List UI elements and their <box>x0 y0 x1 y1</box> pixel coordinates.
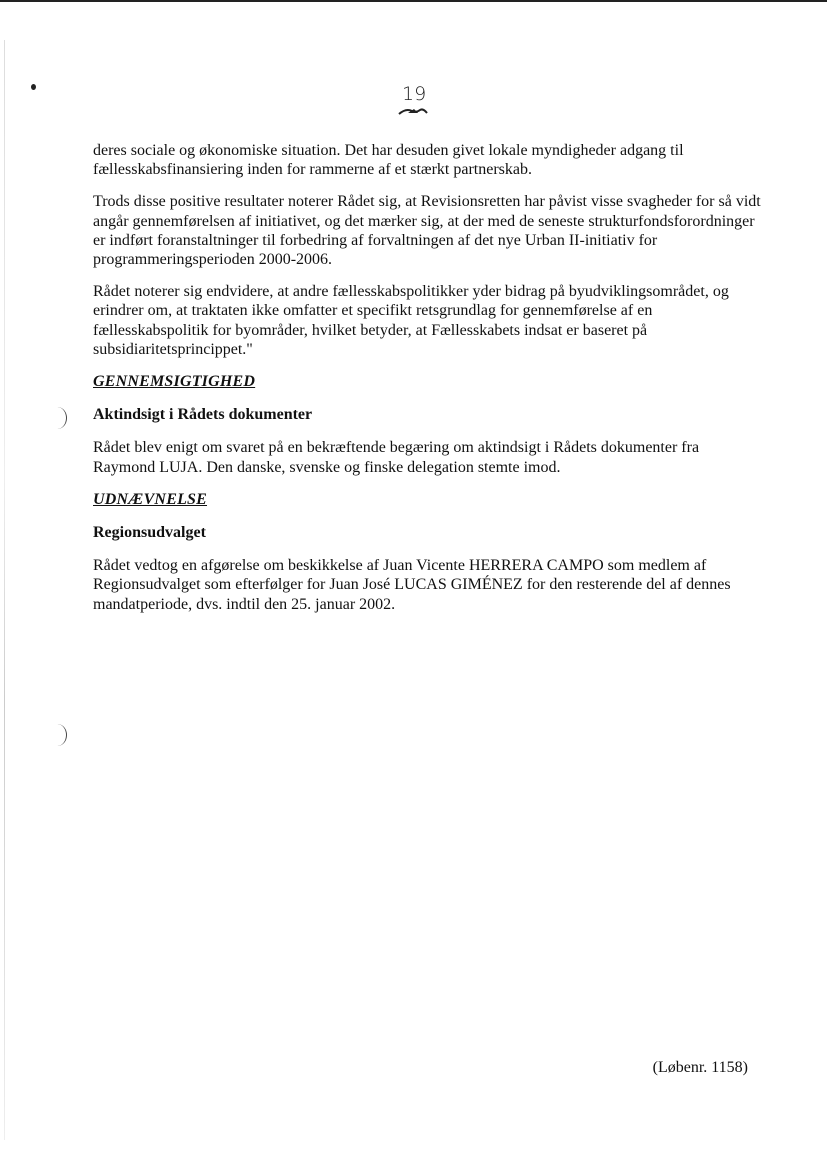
paragraph: Rådet vedtog en afgørelse om beskikkelse af Juan Vicente HERRERA CAMPO som medlem af Regionsudvalget som efterfølger for Juan José LUCAS GIMÉNEZ for den resterende del af dennes mandatperiode, dvs. indtil den 25. januar 2002. <box>93 557 731 613</box>
binder-hole-mark <box>48 724 67 746</box>
paragraph: deres sociale og økonomiske situation. Det har desuden givet lokale myndigheder adgang til fællesskabsfinansiering inden for rammerne af et stærkt partnerskab. <box>93 142 684 179</box>
document-body <box>93 141 763 627</box>
punch-dot-mark <box>31 84 36 90</box>
handwritten-scribble-icon <box>398 107 428 115</box>
subheading-access-documents: Aktindsigt i Rådets dokumenter <box>93 406 313 424</box>
section-title-appointment: UDNÆVNELSE <box>93 490 208 508</box>
scan-edge-line <box>4 40 5 1140</box>
binder-hole-mark <box>48 407 67 429</box>
page-top-border <box>0 0 827 2</box>
paragraph: Trods disse positive resultater noterer Rådet sig, at Revisionsretten har påvist visse svagheder for så vidt angår gennemførelsen af initiativet, og det mærker sig, at der med de seneste strukturfondsforordninger er indført foranstaltninger til forbedring af forvaltningen af det nye Urban II-initiativ for programmeringsperioden 2000-2006. <box>93 193 761 269</box>
paragraph: Rådet blev enigt om svaret på en bekræftende begæring om aktindsigt i Rådets dokumenter fra Raymond LUJA. Den danske, svenske og finske delegation stemte imod. <box>93 439 700 476</box>
section-title-transparency: GENNEMSIGTIGHED <box>93 373 256 391</box>
page-number: 19 <box>402 83 427 105</box>
paragraph: Rådet noterer sig endvidere, at andre fællesskabspolitikker yder bidrag på byudviklingsområdet, og erindrer om, at traktaten ikke omfatter et specifikt retsgrundlag for gennemførelse af en fællesskabspolitik for byområder, hvilket betyder, at Fællesskabets indsat er baseret på subsidiaritetsprincippet." <box>93 283 729 358</box>
footer-reference-number: (Løbenr. 1158) <box>652 1059 748 1076</box>
subheading-committee-regions: Regionsudvalget <box>93 524 206 542</box>
